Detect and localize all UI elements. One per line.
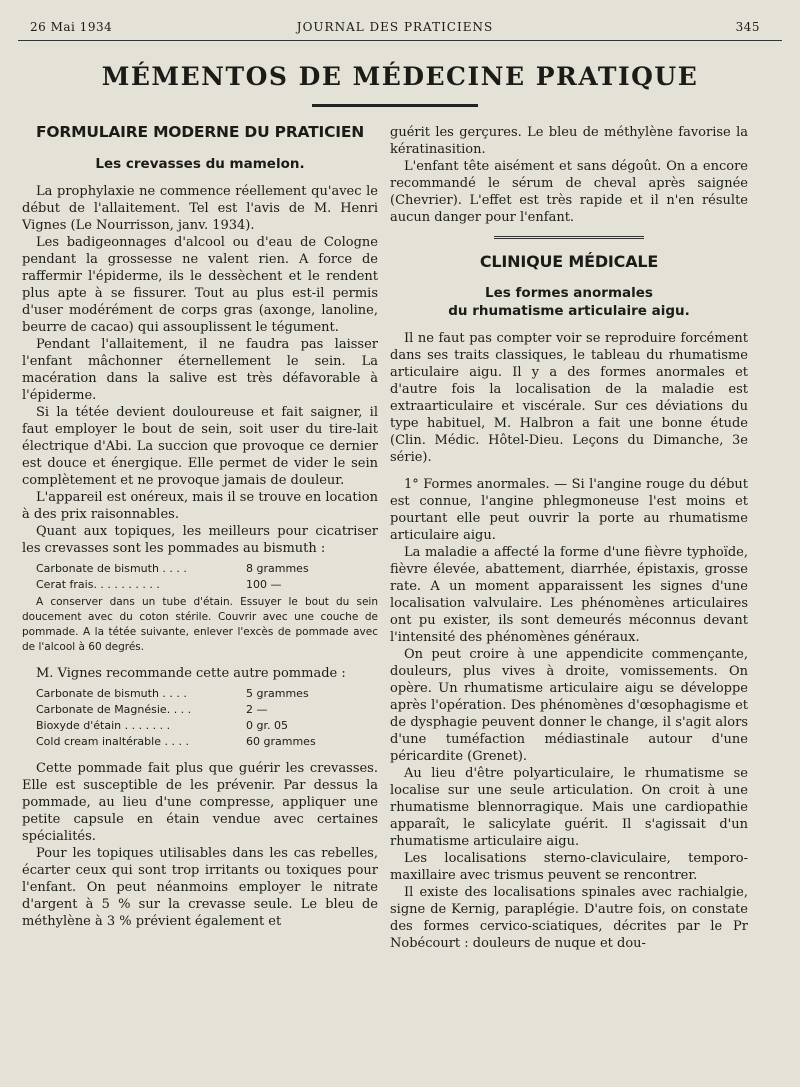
right-column: [390, 124, 748, 952]
ingredient-quantity: 2 —: [246, 703, 268, 716]
section-separator: [494, 236, 644, 239]
title-rule: [312, 104, 478, 107]
ingredient-quantity: 60 grammes: [246, 735, 316, 748]
article-title-crevasses: Les crevasses du mamelon.: [95, 156, 305, 172]
ingredient-quantity: 5 grammes: [246, 687, 309, 700]
paragraph: On peut croire à une appendicite commençante, douleurs, plus vives à droite, vomissements. On opère. Un rhumatisme articulaire aigu se développe après l'opération. Des phénomènes d'œsophagisme et de dysphagie peuvent donner le change, il s'agit alors d'une tuméfaction médiastinale autour d'une péricardite (Grenet).: [390, 647, 748, 764]
paragraph: guérit les gerçures. Le bleu de méthylène favorise la kératinasition.: [390, 125, 748, 157]
paragraph: La prophylaxie ne commence réellement qu'avec le début de l'allaitement. Tel est l'avis de M. Henri Vignes (Le Nourrisson, janv. 1934).: [22, 184, 378, 233]
ingredient-name: Carbonate de Magnésie. . . .: [36, 703, 192, 716]
formula-1: [36, 561, 378, 593]
formula-row: [36, 561, 378, 577]
paragraph: Quant aux topiques, les meilleurs pour cicatriser les crevasses sont les pommades au bismuth :: [22, 524, 378, 556]
ingredient-quantity: 8 grammes: [246, 562, 309, 575]
page-number: 345: [735, 20, 760, 34]
article-title-line: Les formes anormales: [485, 285, 653, 301]
paragraph: Au lieu d'être polyarticulaire, le rhumatisme se localise sur une seule articulation. On croit à une rhumatisme blennorragique. Mais une cardiopathie apparaît, le salicylate guérit. Il s'agissait d'un rhumatisme articulaire aigu.: [390, 766, 748, 849]
formula-row: [36, 718, 378, 734]
ingredient-name: Carbonate de bismuth . . . .: [36, 687, 187, 700]
section-heading-formulaire: FORMULAIRE MODERNE DU PRATICIEN: [36, 123, 364, 141]
article-title-rhumatisme: [390, 284, 748, 320]
journal-name: JOURNAL DES PRATICIENS: [296, 20, 494, 34]
running-header: [30, 20, 760, 36]
paragraph: Pendant l'allaitement, il ne faudra pas laisser l'enfant mâchonner éternellement le sein. La macération dans la salive est très défavorable à l'épiderme.: [22, 337, 378, 403]
formula-instructions: A conserver dans un tube d'étain. Essuyer le bout du sein doucement avec du coton stérile. Couvrir avec une couche de pommade. A la tétée suivante, enlever l'excès de pommade avec de l'alcool à 60 degrés.: [22, 596, 378, 653]
paragraph: Il ne faut pas compter voir se reproduire forcément dans ses traits classiques, le tableau du rhumatisme articulaire aigu. Il y a des formes anormales et d'autre fois la localisation de la maladie est extraarticulaire et viscérale. Sur ces déviations du type habituel, M. Halbron a fait une bonne étude (Clin. Médic. Hôtel-Dieu. Leçons du Dimanche, 3e série).: [390, 331, 748, 465]
paragraph: Si la tétée devient douloureuse et fait saigner, il faut employer le bout de sein, soit user du tire-lait électrique d'Abi. La succion que provoque ce dernier est douce et énergique. Elle permet de vider le sein complètement et ne provoque jamais de douleur.: [22, 405, 378, 488]
paragraph: L'enfant tête aisément et sans dégoût. On a encore recommandé le sérum de cheval après saignée (Chevrier). L'effet est très rapide et il n'en résulte aucun danger pour l'enfant.: [390, 159, 748, 225]
paragraph: Les badigeonnages d'alcool ou d'eau de Cologne pendant la grossesse ne valent rien. A force de raffermir l'épiderme, ils le dessèchent et le rendent plus apte à se fissurer. Tout au plus est-il permis d'user modérément de corps gras (axonge, lanoline, beurre de cacao) qui assouplissent le tégument.: [22, 235, 378, 335]
formula-row: [36, 577, 378, 593]
formula-2: [36, 686, 378, 750]
paragraph: Cette pommade fait plus que guérir les crevasses. Elle est susceptible de les prévenir. Par dessus la pommade, au lieu d'une compresse, appliquer une petite capsule en étain vendue avec certaines spécialités.: [22, 761, 378, 844]
paragraph: Il existe des localisations spinales avec rachialgie, signe de Kernig, paraplégie. D'autre fois, on constate des formes cervico-sciatiques, décrites par le Pr Nobécourt : douleurs de nuque et dou-: [390, 885, 748, 951]
issue-date: 26 Mai 1934: [30, 20, 113, 34]
ingredient-name: Carbonate de bismuth . . . .: [36, 562, 187, 575]
ingredient-name: Cerat frais. . . . . . . . . .: [36, 578, 160, 591]
section-heading-clinique: CLINIQUE MÉDICALE: [479, 252, 659, 271]
article-title-line: du rhumatisme articulaire aigu.: [448, 303, 690, 319]
paragraph: L'appareil est onéreux, mais il se trouve en location à des prix raisonnables.: [22, 490, 378, 522]
left-column: [22, 124, 378, 930]
ingredient-quantity: 0 gr. 05: [246, 719, 288, 732]
paragraph: M. Vignes recommande cette autre pommade :: [36, 666, 346, 681]
page-title: MÉMENTOS DE MÉDECINE PRATIQUE: [101, 62, 699, 91]
ingredient-name: Cold cream inaltérable . . . .: [36, 735, 189, 748]
paragraph: 1° Formes anormales. — Si l'angine rouge du début est connue, l'angine phlegmoneuse l'est moins et pourtant elle peut ouvrir la porte au rhumatisme articulaire aigu.: [390, 477, 748, 543]
paragraph: Pour les topiques utilisables dans les cas rebelles, écarter ceux qui sont trop irritants ou toxiques pour l'enfant. On peut néanmoins employer le nitrate d'argent à 5 % sur la crevasse seule. Le bleu de méthylène à 3 % prévient également et: [22, 846, 378, 929]
ingredient-name: Bioxyde d'étain . . . . . . .: [36, 719, 171, 732]
ingredient-quantity: 100 —: [246, 578, 282, 591]
paragraph: La maladie a affecté la forme d'une fièvre typhoïde, fièvre élevée, abattement, diarrhée, épistaxis, grosse rate. A un moment apparaissent les signes d'une localisation valvulaire. Les phénomènes articulaires ont pu exister, ils sont demeurés méconnus devant l'intensité des phénomènes généraux.: [390, 545, 748, 645]
formula-row: [36, 686, 378, 702]
paragraph: Les localisations sterno-claviculaire, temporo-maxillaire avec trismus peuvent se rencontrer.: [390, 851, 748, 883]
header-rule: [18, 40, 782, 41]
formula-row: [36, 702, 378, 718]
formula-row: [36, 734, 378, 750]
